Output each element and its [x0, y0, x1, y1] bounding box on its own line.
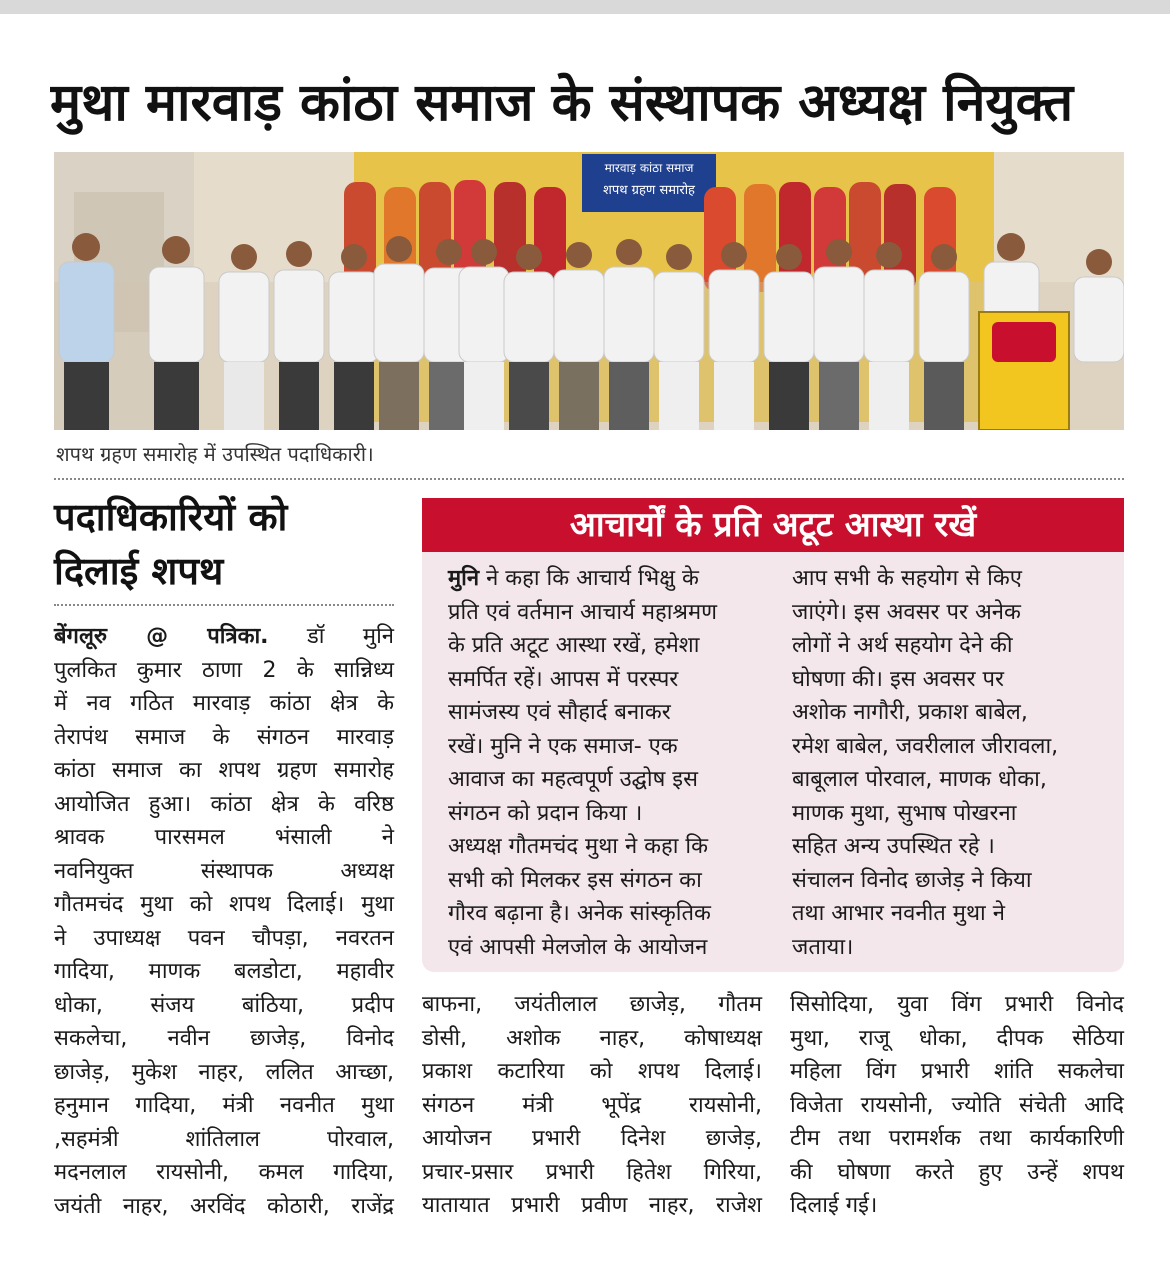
article-line: सिसोदिया, युवा विंग प्रभारी विनोद [790, 992, 1124, 1017]
highlight-box-title: आचार्यों के प्रति अटूट आस्था रखें [422, 498, 1124, 552]
article-line: सभी को मिलकर इस संगठन का [448, 867, 702, 893]
article-line: में नव गठित मारवाड़ कांठा क्षेत्र के [54, 691, 394, 716]
article-line: जताया। [792, 934, 854, 960]
article-line: छाजेड़, मुकेश नाहर, ललित आच्छा, [54, 1059, 394, 1085]
photo-banner-line1: मारवाड़ कांठा समाज [604, 161, 694, 175]
article-line: प्रकाश कटारिया को शपथ दिलाई। [422, 1059, 762, 1084]
article-line: यातायात प्रभारी प्रवीण नाहर, राजेश [422, 1193, 762, 1218]
article-column-2 [422, 988, 762, 1223]
article-line: बाबूलाल पोरवाल, माणक धोका, [792, 767, 1047, 792]
article-line: के प्रति अटूट आस्था रखें, हमेशा [448, 633, 700, 658]
article-line: नवनियुक्त संस्थापक अध्यक्ष [54, 858, 394, 884]
article-line: बाफना, जयंतीलाल छाजेड़, गौतम [422, 992, 762, 1017]
article-line: आप सभी के सहयोग से किए [792, 566, 1022, 591]
highlight-box-left-column [448, 562, 768, 964]
article-line: सकलेचा, नवीन छाजेड़, विनोद [54, 1026, 394, 1051]
article-line: आयोजन प्रभारी दिनेश छाजेड़, [422, 1126, 762, 1151]
article-line: संगठन मंत्री भूपेंद्र रायसोनी, [422, 1092, 762, 1118]
article-line: प्रचार-प्रसार प्रभारी हितेश गिरिया, [422, 1159, 762, 1185]
article-line: आवाज का महत्वपूर्ण उद्घोष इस [448, 767, 698, 792]
article-line: समर्पित रहें। आपस में परस्पर [448, 666, 679, 692]
article-line: गौतमचंद मुथा को शपथ दिलाई। मुथा [54, 892, 394, 917]
article-line: रमेश बाबेल, जवरीलाल जीरावला, [792, 733, 1059, 759]
article-line: सहित अन्य उपस्थित रहे । [792, 834, 995, 859]
article-line: संचालन विनोद छाजेड़ ने किया [792, 867, 1032, 893]
sub-heading [54, 490, 404, 598]
headline: मुथा मारवाड़ कांठा समाज के संस्थापक अध्यक्ष नियुक्त [50, 73, 1074, 133]
article-line: संगठन को प्रदान किया । [448, 800, 643, 826]
highlight-first-word: मुनि [448, 566, 480, 591]
article-line: अशोक नागौरी, प्रकाश बाबेल, [792, 700, 1028, 725]
article-line-text: ने कहा कि आचार्य भिक्षु के [479, 566, 699, 591]
dotted-divider [54, 478, 1124, 480]
article-line: तथा आभार नवनीत मुथा ने [792, 901, 1005, 926]
highlight-box [422, 498, 1124, 972]
article-line: ,सहमंत्री शांतिलाल पोरवाल, [54, 1126, 394, 1152]
article-line: रखें। मुनि ने एक समाज- एक [448, 733, 678, 759]
article-line: तेरापंथ समाज के संगठन मारवाड़ [54, 724, 394, 750]
article-line: मदनलाल रायसोनी, कमल गादिया, [54, 1160, 394, 1185]
article-line: मुथा, राजू धोका, दीपक सेठिया [790, 1025, 1124, 1051]
article-line [54, 620, 394, 654]
article-line: श्रावक पारसमल भंसाली ने [54, 825, 394, 850]
article-line: अध्यक्ष गौतमचंद मुथा ने कहा कि [448, 834, 709, 859]
dateline: बेंगलूरु @ पत्रिका. [54, 624, 269, 649]
article-column-1 [54, 620, 394, 1223]
sub-heading-divider [54, 604, 394, 606]
article-line: हनुमान गादिया, मंत्री नवनीत मुथा [54, 1093, 394, 1118]
photo-banner-line2: शपथ ग्रहण समारोह [603, 183, 695, 198]
article-line: दिलाई गई। [790, 1193, 878, 1218]
article-line: की घोषणा करते हुए उन्हें शपथ [790, 1159, 1124, 1185]
group-photo [54, 152, 1124, 430]
article-line: महिला विंग प्रभारी शांति सकलेचा [790, 1059, 1124, 1084]
article-line: जाएंगे। इस अवसर पर अनेक [792, 599, 1021, 625]
sub-heading-line1: पदाधिकारियों को [54, 495, 288, 539]
article-column-3 [790, 988, 1124, 1223]
highlight-box-right-column [792, 562, 1112, 964]
article-line: माणक मुथा, सुभाष पोखरना [792, 800, 1017, 826]
article-line: गौरव बढ़ाना है। अनेक सांस्कृतिक [448, 901, 711, 926]
top-bar [0, 0, 1170, 14]
article-line: आयोजित हुआ। कांठा क्षेत्र के वरिष्ठ [54, 791, 394, 817]
article-line: विजेता रायसोनी, ज्योति संचेती आदि [790, 1092, 1124, 1118]
article-line: लोगों ने अर्थ सहयोग देने की [792, 633, 1013, 658]
article-line: एवं आपसी मेलजोल के आयोजन [448, 934, 708, 960]
article-line: जयंती नाहर, अरविंद कोठारी, राजेंद्र [54, 1193, 394, 1219]
article-line: टीम तथा परामर्शक तथा कार्यकारिणी [790, 1126, 1124, 1151]
article-line-text: डॉ मुनि [307, 624, 394, 649]
article-line: पुलकित कुमार ठाणा 2 के सान्निध्य [54, 657, 394, 683]
article-line: ने उपाध्यक्ष पवन चौपड़ा, नवरतन [54, 925, 394, 951]
article-line: गादिया, माणक बलडोटा, महावीर [54, 959, 394, 984]
article-line: कांठा समाज का शपथ ग्रहण समारोह [54, 758, 394, 783]
article-line [448, 562, 768, 596]
photo-caption: शपथ ग्रहण समारोह में उपस्थित पदाधिकारी। [56, 442, 374, 466]
article-line: धोका, संजय बांठिया, प्रदीप [54, 992, 394, 1018]
article-line: घोषणा की। इस अवसर पर [792, 666, 1005, 692]
group-photo-icon [54, 152, 1124, 430]
article-line: सामंजस्य एवं सौहार्द बनाकर [448, 700, 671, 725]
sub-heading-line2: दिलाई शपथ [54, 549, 224, 593]
article-line: डोसी, अशोक नाहर, कोषाध्यक्ष [422, 1025, 762, 1051]
article-line: प्रति एवं वर्तमान आचार्य महाश्रमण [448, 599, 718, 625]
